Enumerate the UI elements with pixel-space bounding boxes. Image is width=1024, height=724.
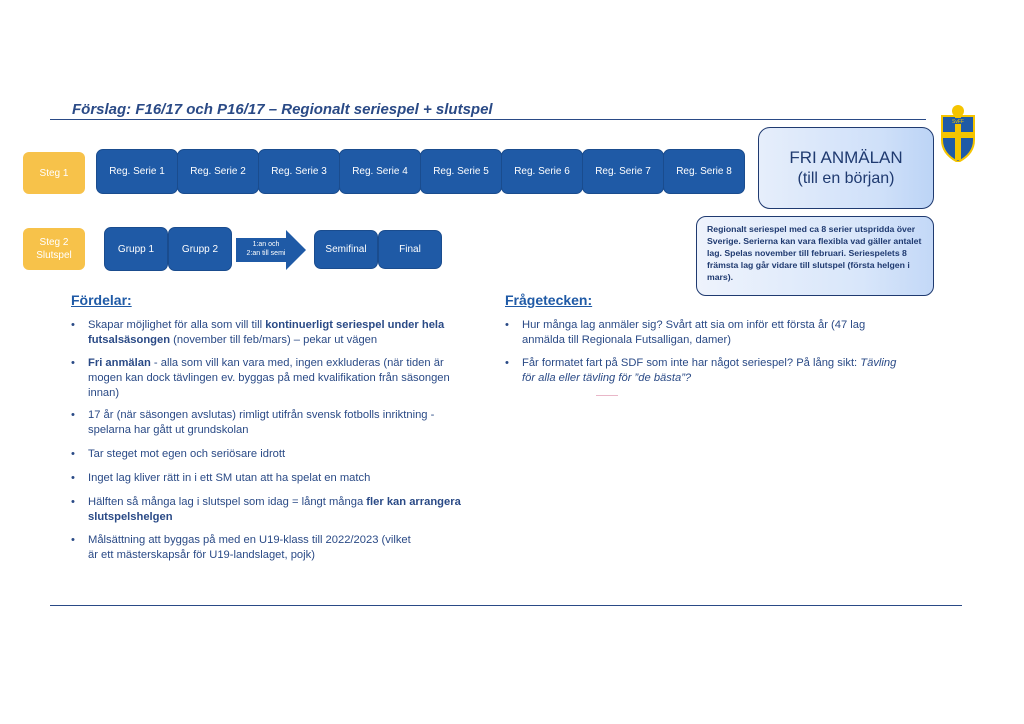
fordelar-item [71,495,468,525]
steg-2-box [23,228,85,270]
fordelar-item-pre: Tar steget mot egen och seriösare idrott [88,448,286,460]
bottom-rule [50,605,962,606]
fragetecken-item-italic: Tävling för alla eller tävling för ”de bästa”? [522,357,897,384]
semifinal-label: Semifinal [325,244,367,255]
title-underline [50,119,926,120]
decorative-mark [596,395,618,396]
steg-1-label: Steg 1 [39,167,69,179]
fordelar-item [71,533,418,563]
fordelar-item [71,356,460,401]
bullet-dot: • [505,319,509,331]
grupp-2-box [168,227,232,271]
fordelar-item-pre: Målsättning att byggas på med en U19-klass till 2022/2023 (vilket är ett mästerskapsår för U19-landslaget, pojk) [88,534,411,561]
series-box-4 [339,149,421,194]
bullet-dot: • [71,409,75,421]
bullet-dot: • [71,496,75,508]
bullet-dot: • [71,534,75,546]
fragetecken-item-text: Hur många lag anmäler sig? Svårt att sia om inför ett första år (47 lag anmälda till Regionala Futsalligan, damer) [522,319,866,346]
fragetecken-item-text: Får formatet fart på SDF som inte har något seriespel? På lång sikt: [522,357,861,369]
fordelar-item [71,447,450,462]
series-label: Reg. Serie 5 [433,166,489,177]
grupp-1-box [104,227,168,271]
steg-2-label: Steg 2 [39,237,69,248]
series-box-7 [582,149,664,194]
series-box-5 [420,149,502,194]
fordelar-item-pre: Hälften så många lag i slutspel som idag = långt många [88,496,367,508]
svff-logo [938,102,978,167]
grupp-1-label: Grupp 1 [117,243,155,255]
fordelar-item-pre: 17 år (när säsongen avslutas) rimligt utifrån svensk fotbolls inriktning - spelarna har gått ut grundskolan [88,409,435,436]
fragetecken-item [505,356,902,386]
series-label: Reg. Serie 4 [352,166,408,177]
steg-2-sublabel: Slutspel [36,250,72,261]
series-label: Reg. Serie 2 [190,166,246,177]
info-box: Regionalt seriespel med ca 8 serier utspridda över Sverige. Serierna kan vara flexibla vad gäller antalet lag. Spelas november till februari. Seriespelets 8 främsta lag går vidare till slutspel (första helgen i mars). [696,216,934,296]
fordelar-heading: Fördelar: [71,292,132,308]
series-label: Reg. Serie 3 [271,166,327,177]
final-label: Final [399,244,421,255]
fordelar-item-post: (november till feb/mars) – pekar ut vägen [170,334,378,346]
fordelar-item [71,318,460,348]
fordelar-item [71,408,450,438]
advance-line-2: 2:an till semi [246,250,286,257]
steg-1-box [23,152,85,194]
page-title: Förslag: F16/17 och P16/17 – Regionalt seriespel + slutspel [72,101,493,118]
bullet-dot: • [71,357,75,369]
grupp-2-label: Grupp 2 [181,243,219,255]
series-box-2 [177,149,259,194]
fri-anmalan-sub: (till en början) [797,170,895,187]
fragetecken-heading: Frågetecken: [505,292,593,308]
fri-anmalan-box [758,127,934,209]
series-label: Reg. Serie 1 [109,166,165,177]
fordelar-item-post: - alla som vill kan vara med, ingen exkluderas (när tiden är mogen kan dock tävlingen ev. byggas på med kvalifikation från säsongen innan) [88,357,450,399]
bullet-dot: • [505,357,509,369]
fordelar-item [71,471,450,486]
bullet-dot: • [71,472,75,484]
series-label: Reg. Serie 7 [595,166,651,177]
series-box-1 [96,149,178,194]
series-box-3 [258,149,340,194]
series-label: Reg. Serie 8 [676,166,732,177]
fordelar-item-bold: fler kan arrangera slutspelshelgen [88,496,461,523]
fragetecken-item [505,318,902,348]
semifinal-box [314,230,378,269]
bullet-dot: • [71,448,75,460]
advance-line-1: 1:an och [252,241,280,248]
bullet-dot: • [71,319,75,331]
fri-anmalan-title: FRI ANMÄLAN [789,148,903,167]
fordelar-item-bold: Fri anmälan [88,357,151,369]
fordelar-item-bold: kontinuerligt seriespel under hela futsalsäsongen [88,319,445,346]
final-box [378,230,442,269]
series-label: Reg. Serie 6 [514,166,570,177]
series-box-8 [663,149,745,194]
series-box-6 [501,149,583,194]
fordelar-item-pre: Inget lag kliver rätt in i ett SM utan att ha spelat en match [88,472,371,484]
fordelar-item-pre: Skapar möjlighet för alla som vill till [88,319,266,331]
advance-arrow-text [238,240,294,258]
logo-text: SvFF [952,119,964,125]
